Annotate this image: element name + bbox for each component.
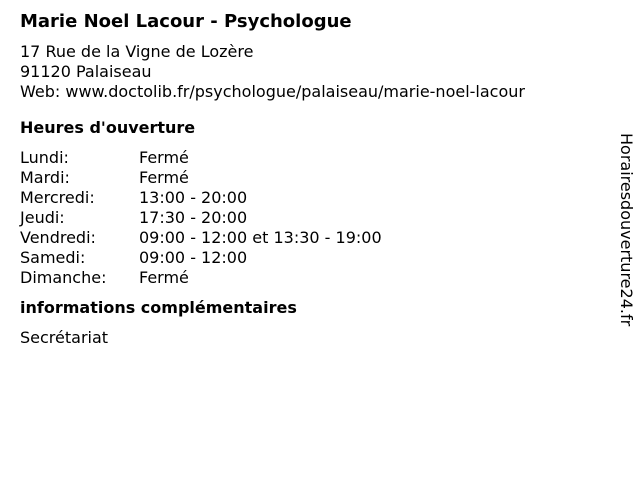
day-label: Mercredi: — [20, 188, 95, 207]
website-link[interactable]: Web: www.doctolib.fr/psychologue/palaiseau/marie-noel-lacour — [20, 82, 525, 101]
hours-row-tuesday — [20, 168, 600, 188]
site-watermark: Horairesdouverture24.fr — [617, 133, 636, 327]
hours-row-friday — [20, 228, 600, 248]
hours-value: 13:00 - 20:00 — [139, 188, 248, 207]
day-label: Mardi: — [20, 168, 70, 187]
hours-heading: Heures d'ouverture — [20, 118, 196, 137]
hours-value: Fermé — [139, 268, 189, 287]
business-card — [20, 10, 600, 348]
hours-value: 09:00 - 12:00 — [139, 248, 248, 267]
business-name: Marie Noel Lacour - Psychologue — [20, 11, 352, 32]
additional-info-heading: informations complémentaires — [20, 298, 297, 317]
hours-value: Fermé — [139, 168, 189, 187]
opening-hours-table — [20, 148, 600, 288]
day-label: Jeudi: — [20, 208, 65, 227]
day-label: Vendredi: — [20, 228, 96, 247]
address-line-1: 17 Rue de la Vigne de Lozère — [20, 42, 254, 61]
hours-row-sunday — [20, 268, 600, 288]
day-label: Samedi: — [20, 248, 86, 267]
additional-info-text: Secrétariat — [20, 328, 109, 347]
hours-row-saturday — [20, 248, 600, 268]
hours-value: 09:00 - 12:00 et 13:30 - 19:00 — [139, 228, 382, 247]
hours-row-wednesday — [20, 188, 600, 208]
hours-value: 17:30 - 20:00 — [139, 208, 248, 227]
hours-row-monday — [20, 148, 600, 168]
day-label: Lundi: — [20, 148, 69, 167]
hours-row-thursday — [20, 208, 600, 228]
day-label: Dimanche: — [20, 268, 107, 287]
address-line-2: 91120 Palaiseau — [20, 62, 152, 81]
hours-value: Fermé — [139, 148, 189, 167]
